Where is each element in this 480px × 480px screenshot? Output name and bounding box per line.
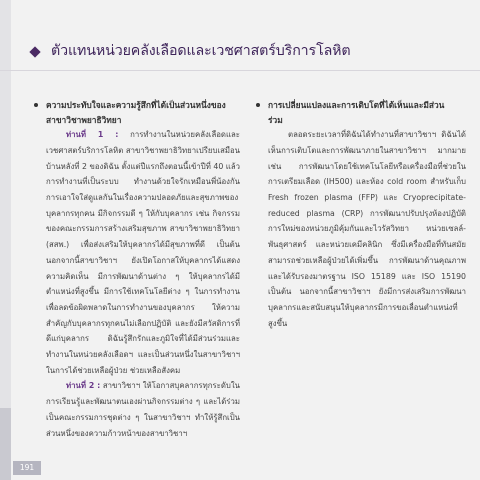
- diamond-bullet-icon: [29, 46, 40, 57]
- right-heading-line2: ร่วม: [268, 114, 283, 125]
- right-column: [254, 98, 466, 331]
- step2-text: สาขาวิชาฯ ให้โอกาสบุคลากรทุกระดับในการเรียนรู้และพัฒนาตนเองผ่านกิจกรรมต่าง ๆ และได้ร่วมเป็นคณะกรรมการชุดต่าง ๆ ในสาขาวิชาฯ ทำให้รู้สึกเป็นส่วนหนึ่งของความก้าวหน้าของสาขาวิชาฯ: [46, 381, 240, 438]
- page-number: 191: [13, 461, 41, 475]
- header-divider: [0, 70, 480, 71]
- section-title: ตัวแทนหน่วยคลังเลือดและเวชศาสตร์บริการโลหิต: [51, 43, 351, 59]
- step2-label: ท่านที่ 2 :: [66, 381, 101, 391]
- left-heading-line2: สาขาวิชาพยาธิวิทยา: [46, 114, 122, 125]
- bullet-dot-icon: [34, 103, 38, 107]
- right-heading-line1: การเปลี่ยนแปลงและการเติบโตที่ได้เห็นและมีส่วน: [268, 100, 445, 110]
- left-column: [32, 98, 240, 441]
- step1-text: การทำงานในหน่วยคลังเลือดและเวชศาสตร์บริการโลหิต สาขาวิชาพยาธิวิทยาเปรียบเสมือนบ้านหลังที่ 2 ของดิฉัน ตั้งแต่ปีแรกถึงตอนนี้เข้าปีที่ 40 แล้ว การทำงานที่เป็นระบบ ทำงานด้วยใจรักเหมือนพี่น้องกัน การเอาใจใส่ดูแลกันในเรื่องความปลอดภัยและสุขภาพของบุคลากรทุกคน มีกิจกรรมดี ๆ ให้กับบุคลากร เช่น กิจกรรมของคณะกรรมการสร้างเสริมสุขภาพ สาขาวิชาพยาธิวิทยา (สสพ.) เพื่อส่งเสริมให้บุคลากรได้มีสุขภาพที่ดี เป็นต้น นอกจากนี้สาขาวิชาฯ ยังเปิดโอกาสให้บุคลากรได้แสดงความคิดเห็น มีการพัฒนาด้านต่าง ๆ ให้บุคลากรได้มีตำแหน่งที่สูงขึ้น มีการใช้เทคโนโลยีต่าง ๆ ในการทำงาน เพื่อลดข้อผิดพลาดในการทำงานของบุคลากร ให้ความสำคัญกับบุคลากรทุกคนไม่เลือกปฏิบัติ และยังมีสวัสดิการที่ดีแก่บุคลากร ดิฉันรู้สึกรักและภูมิใจที่ได้มีส่วนร่วมและทำงานในหน่วยคลังเลือดฯ และเป็นส่วนหนึ่งในสาขาวิชาฯ ในการได้ช่วยเหลือผู้ป่วย ช่วยเหลือสังคม: [46, 130, 240, 375]
- right-body: ตลอดระยะเวลาที่ดิฉันได้ทำงานที่สาขาวิชาฯ ดิฉันได้เห็นการเติบโตและการพัฒนาภายในสาขาวิชาฯ มากมาย เช่น การพัฒนาโดยใช้เทคโนโลยีหรือเครื่องมือที่ช่วยในการเตรียมเลือด (IH500) และห้อง cold room สำหรับเก็บ Fresh frozen plasma (FFP) และ Cryoprecipitate-reduced plasma (CRP) การพัฒนาปรับปรุงห้องปฏิบัติการใหม่ของหน่วยภูมิคุ้มกันและไวรัสวิทยา หน่วยเซลล์-พันธุศาสตร์ และหน่วยเคมีคลินิก ซึ่งมีเครื่องมือที่ทันสมัยสามารถช่วยเหลือผู้ป่วยได้เพิ่มขึ้น การพัฒนาด้านคุณภาพ และได้รับรองมาตรฐาน ISO 15189 และ ISO 15190 เป็นต้น นอกจากนี้สาขาวิชาฯ ยังมีการส่งเสริมการพัฒนาบุคลากรและสนับสนุนให้บุคลากรมีการขอเลื่อนตำแหน่งที่สูงขึ้น: [268, 130, 466, 328]
- left-heading-line1: ความประทับใจและความรู้สึกที่ได้เป็นส่วนหนึ่งของ: [46, 100, 226, 110]
- side-band: [0, 0, 11, 480]
- section-header: [0, 38, 480, 68]
- left-heading: [32, 98, 240, 127]
- bullet-dot-icon: [256, 103, 260, 107]
- right-heading: [254, 98, 466, 127]
- left-paragraph-1: [32, 127, 240, 378]
- step1-label: ท่านที่ 1 :: [66, 130, 119, 140]
- right-paragraph: [254, 127, 466, 331]
- side-band-lower: [0, 408, 11, 480]
- left-paragraph-2: [32, 378, 240, 441]
